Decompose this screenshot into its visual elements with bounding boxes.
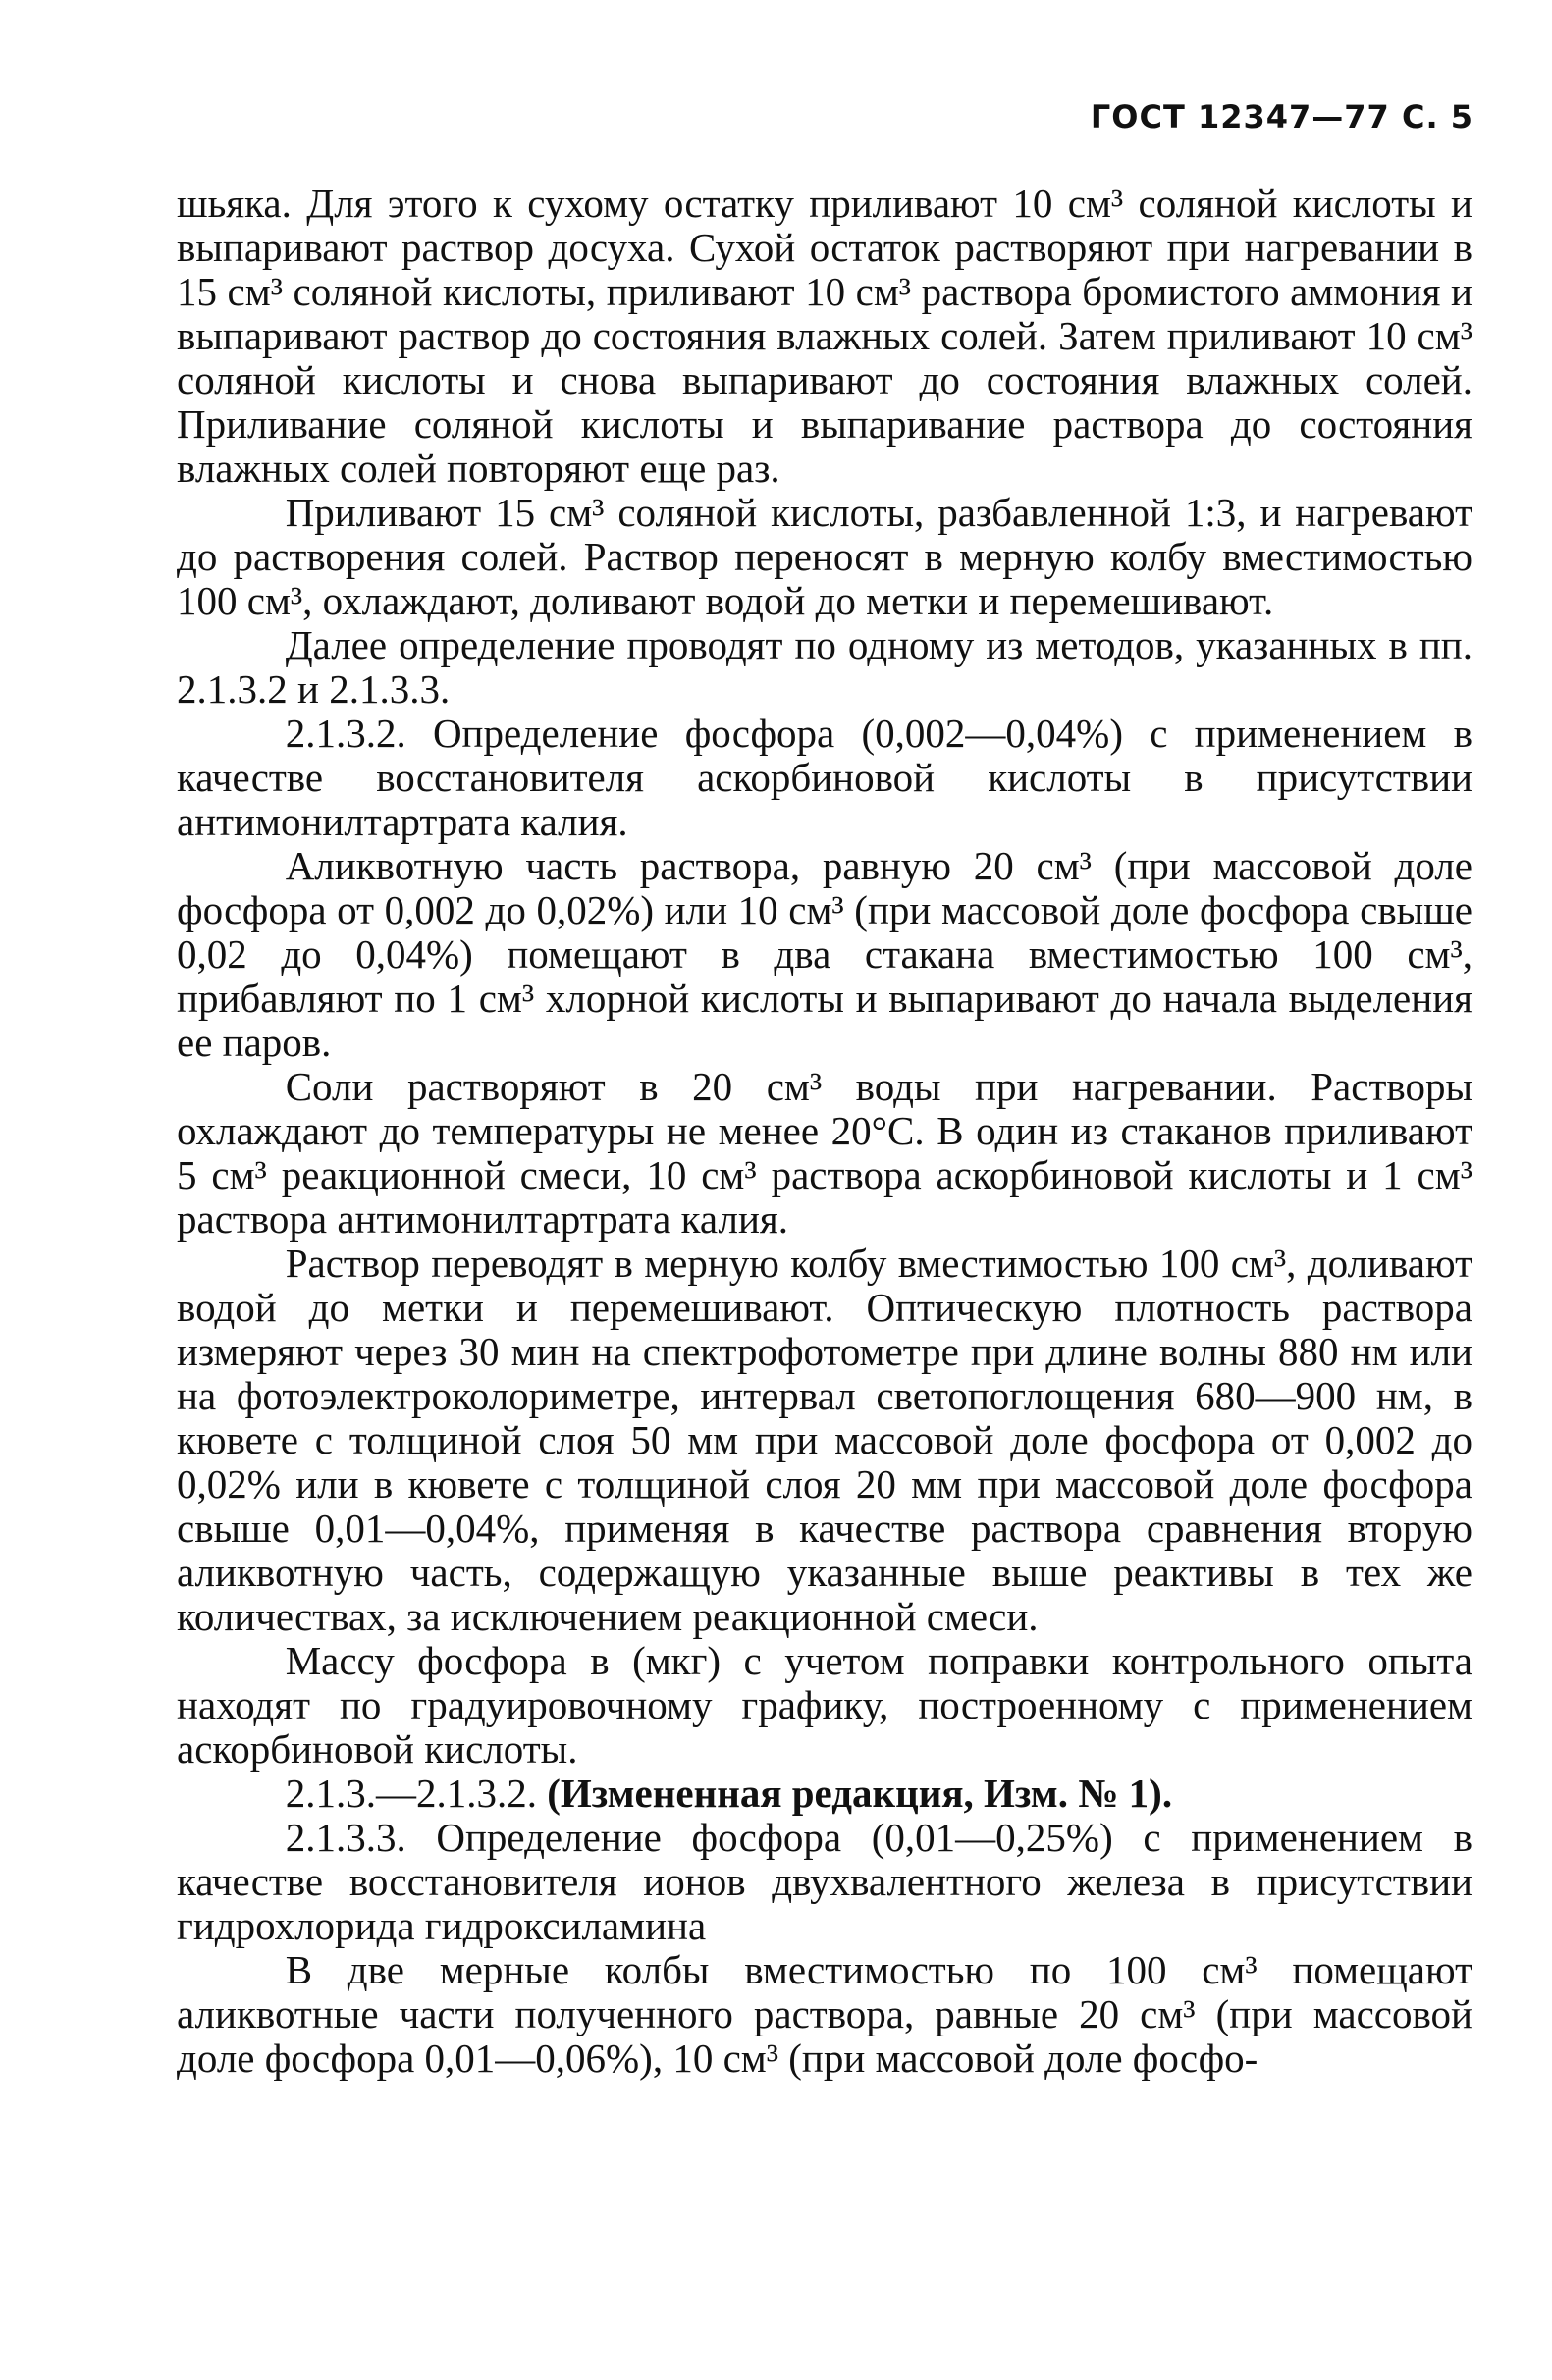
amendment-range: 2.1.3.—2.1.3.2. bbox=[285, 1771, 537, 1816]
amendment-text: (Измененная редакция, Изм. № 1). bbox=[547, 1771, 1173, 1816]
paragraph: Аликвотную часть раствора, равную 20 см³ (при массовой доле фосфора от 0,002 до 0,02%) или 10 см³ (при массовой доле фосфора свыше 0,02 до 0,04%) помещают в два стакана вместимостью 100 см³, прибавляют по 1 см³ хлорной кислоты и выпаривают до начала выделения ее паров. bbox=[177, 843, 1472, 1065]
section-2-1-3-2: 2.1.3.2. Определение фосфора (0,002—0,04%) с применением в качестве восстановителя аскорбиновой кислоты в присутствии антимонилтартрата калия. bbox=[177, 711, 1472, 844]
paragraph: Далее определение проводят по одному из методов, указанных в пп. 2.1.3.2 и 2.1.3.3. bbox=[177, 622, 1472, 712]
section-2-1-3-3: 2.1.3.3. Определение фосфора (0,01—0,25%) с применением в качестве восстановителя ионов двухвалентного железа в присутствии гидрохлорида гидроксиламина bbox=[177, 1815, 1472, 1948]
paragraph-continuation: шьяка. Для этого к сухому остатку приливают 10 см³ соляной кислоты и выпаривают раствор досуха. Сухой остаток растворяют при нагревании в 15 см³ соляной кислоты, приливают 10 см³ раствора бромистого аммония и выпаривают раствор до состояния влажных солей. Затем приливают 10 см³ соляной кислоты и снова выпаривают до состояния влажных солей. Приливание соляной кислоты и выпаривание раствора до состояния влажных солей повторяют еще раз. bbox=[177, 181, 1472, 491]
paragraph: Соли растворяют в 20 см³ воды при нагревании. Растворы охлаждают до температуры не менее 20°С. В один из стаканов приливают 5 см³ реакционной смеси, 10 см³ раствора аскорбиновой кислоты и 1 см³ раствора антимонилтартрата калия. bbox=[177, 1064, 1472, 1242]
paragraph: Приливают 15 см³ соляной кислоты, разбавленной 1:3, и нагревают до растворения солей. Раствор переносят в мерную колбу вместимостью 100 см³, охлаждают, доливают водой до метки и перемешивают. bbox=[177, 490, 1472, 623]
paragraph: В две мерные колбы вместимостью по 100 см³ помещают аликвотные части полученного раствора, равные 20 см³ (при массовой доле фосфора 0,01—0,06%), 10 см³ (при массовой доле фосфо- bbox=[177, 1947, 1472, 2081]
paragraph: Массу фосфора в (мкг) с учетом поправки контрольного опыта находят по градуировочному графику, построенному с применением аскорбиновой кислоты. bbox=[177, 1638, 1472, 1772]
document-body bbox=[177, 182, 1472, 2081]
page-header: ГОСТ 12347—77 С. 5 bbox=[1090, 98, 1473, 135]
paragraph: Раствор переводят в мерную колбу вместимостью 100 см³, доливают водой до метки и перемешивают. Оптическую плотность раствора измеряют через 30 мин на спектрофотометре при длине волны 880 нм или на фотоэлектроколориметре, интервал светопоглощения 680—900 нм, в кювете с толщиной слоя 50 мм при массовой доле фосфора от 0,002 до 0,02% или в кювете с толщиной слоя 20 мм при массовой доле фосфора свыше 0,01—0,04%, применяя в качестве раствора сравнения вторую аликвотную часть, содержащую указанные выше реактивы в тех же количествах, за исключением реакционной смеси. bbox=[177, 1241, 1472, 1639]
amendment-note bbox=[177, 1772, 1472, 1816]
